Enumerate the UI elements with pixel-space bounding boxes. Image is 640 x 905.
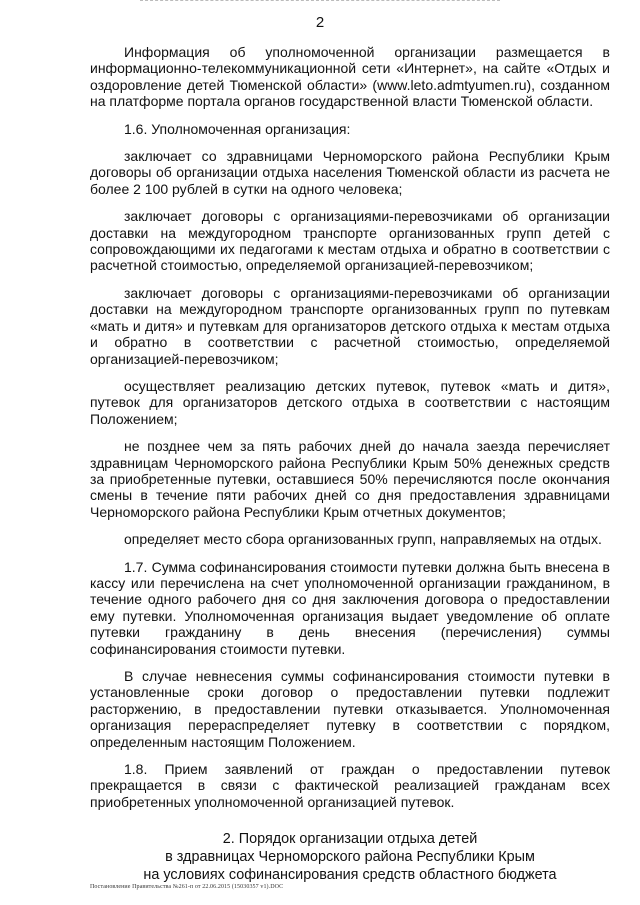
paragraph-info-org: Информация об уполномоченной организации размещается в информационно-телекоммуникационной сети «Интернет», на сайте «Отдых и оздоровление детей Тюменской области» (www.leto.admtyumen.ru), созданном на платформе портала органов государственной власти Тюменской области.: [90, 44, 610, 110]
paragraph-gathering-place: определяет место сбора организованных групп, направляемых на отдых.: [124, 531, 602, 548]
top-edge-rule: [140, 0, 500, 2]
section-heading-line-3: на условиях софинансирования средств областного бюджета: [143, 867, 557, 884]
paragraph-contracts-carriers-mother-child: заключает договоры с организациями-перевозчиками об организации доставки на междугородном транспорте организованных групп по путевкам «мать и дитя» и путевкам для организаторов детского отдыха к местам отдыха и обратно в соответствии с расчетной стоимостью, определяемой организацией-перевозчиком;: [90, 284, 610, 367]
section-heading-line-1: 2. Порядок организации отдыха детей: [222, 831, 478, 848]
page-number: 2: [315, 14, 325, 31]
paragraph-1-8: 1.8. Прием заявлений от граждан о предоставлении путевок прекращается в связи с фактической реализацией гражданам всех приобретенных уполномоченной организацией путевок.: [90, 761, 610, 810]
paragraph-payment-terms: не позднее чем за пять рабочих дней до начала заезда перечисляет здравницам Черноморского района Республики Крым 50% денежных средств за приобретенные путевки, оставшиеся 50% перечисляются после окончания смены в течение пяти рабочих дней со дня предоставления здравницами Черноморского района Республики Крым отчетных документов;: [90, 438, 610, 520]
section-2-heading: [90, 830, 610, 884]
document-footer: Постановление Правительства №261-п от 22.06.2015 (15030357 v1).DOC: [90, 884, 284, 890]
paragraph-non-payment: В случае невнесения суммы софинансирования стоимости путевки в установленные сроки договор о предоставлении путевки подлежит расторжению, в предоставлении путевки отказывается. Уполномоченная организация перераспределяет путевку в соответствии с порядком, определенным настоящим Положением.: [90, 668, 610, 750]
document-body: [90, 44, 610, 884]
paragraph-1-6-heading: 1.6. Уполномоченная организация:: [124, 120, 351, 137]
section-heading-line-2: в здравницах Черноморского района Республики Крым: [165, 849, 535, 866]
paragraph-1-7: 1.7. Сумма софинансирования стоимости путевки должна быть внесена в кассу или перечислена на счет уполномоченной организации гражданином, в течение одного рабочего дня со дня заключения договора о предоставлении ему путевки. Уполномоченная организация выдает уведомление об оплате путевки гражданину в день внесения (перечисления) суммы софинансирования стоимости путевки.: [90, 558, 610, 657]
paragraph-sale-of-vouchers: осуществляет реализацию детских путевок, путевок «мать и дитя», путевок для организаторов детского отдыха в соответствии с настоящим Положением;: [90, 377, 610, 427]
paragraph-contracts-carriers-children: заключает договоры с организациями-перевозчиками об организации доставки на междугородном транспорте организованных групп детей с сопровождающими их педагогами к местам отдыха и обратно в соответствии с расчетной стоимостью, определяемой организацией-перевозчиком;: [90, 208, 610, 274]
paragraph-contracts-sanatoriums: заключает со здравницами Черноморского района Республики Крым договоры об организации отдыха населения Тюменской области из расчета не более 2 100 рублей в сутки на одного человека;: [90, 148, 610, 197]
